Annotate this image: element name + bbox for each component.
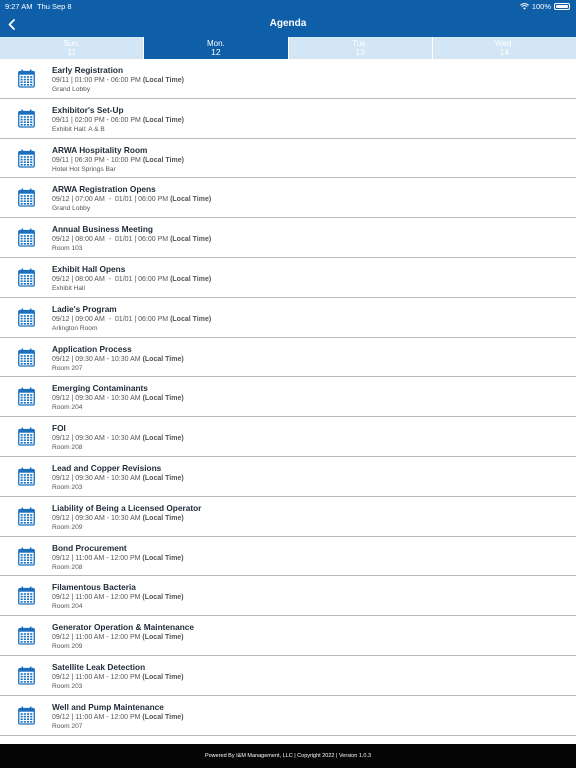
event-location: Exhibit Hall bbox=[52, 284, 85, 292]
event-location: Hotel Hot Springs Bar bbox=[52, 165, 116, 173]
calendar-icon bbox=[18, 268, 35, 287]
calendar-icon bbox=[18, 507, 35, 526]
tab-day[interactable] bbox=[433, 37, 576, 59]
event-title: Exhibitor's Set-Up bbox=[52, 104, 124, 115]
tab-day-label: Sun. bbox=[63, 39, 80, 48]
status-time: 9:27 AM bbox=[5, 2, 33, 11]
event-location: Room 204 bbox=[52, 603, 83, 611]
event-location: Grand Lobby bbox=[52, 86, 91, 93]
event-location: Room 204 bbox=[52, 404, 83, 412]
calendar-icon bbox=[18, 228, 35, 247]
event-time-range: 09/11 | 01:00 PM - 06:00 PM bbox=[52, 77, 141, 84]
event-time-range: 09/12 | 11:00 AM - 12:00 PM bbox=[52, 713, 141, 721]
event-time-suffix: (Local Time) bbox=[170, 196, 212, 204]
event-time-suffix: (Local Time) bbox=[142, 156, 184, 164]
event-time-suffix: (Local Time) bbox=[142, 594, 184, 602]
event-time bbox=[52, 714, 184, 721]
event-time bbox=[52, 316, 211, 323]
event-location: Room 208 bbox=[52, 563, 83, 571]
battery-icon bbox=[554, 3, 570, 10]
agenda-item[interactable] bbox=[0, 616, 576, 656]
event-time-suffix: (Local Time) bbox=[142, 634, 184, 642]
agenda-item[interactable] bbox=[0, 258, 576, 298]
tab-day[interactable] bbox=[144, 37, 287, 59]
event-title: ARWA Registration Opens bbox=[52, 184, 156, 195]
event-time-suffix: (Local Time) bbox=[142, 713, 184, 721]
calendar-icon bbox=[18, 666, 35, 685]
event-time-range: 09/11 | 02:00 PM - 06:00 PM bbox=[52, 116, 141, 124]
agenda-item[interactable] bbox=[0, 298, 576, 338]
event-title: Filamentous Bacteria bbox=[52, 582, 136, 593]
calendar-icon bbox=[18, 467, 35, 486]
battery-percent: 100% bbox=[531, 2, 551, 11]
agenda-item[interactable] bbox=[0, 696, 576, 736]
event-title: Ladie's Program bbox=[52, 303, 117, 314]
agenda-item[interactable] bbox=[0, 178, 576, 218]
event-time bbox=[52, 594, 184, 601]
event-time bbox=[52, 117, 184, 124]
calendar-icon bbox=[18, 706, 35, 725]
calendar-icon bbox=[18, 308, 35, 327]
agenda-item[interactable] bbox=[0, 656, 576, 696]
event-time-suffix: (Local Time) bbox=[142, 395, 184, 403]
event-time-suffix: (Local Time) bbox=[142, 355, 184, 363]
event-time bbox=[52, 395, 184, 402]
tab-day-number: 11 bbox=[67, 47, 77, 57]
event-title: Well and Pump Maintenance bbox=[52, 701, 164, 712]
event-time-range: 09/12 | 08:00 AM - 01/01 | 06:00 PM bbox=[52, 236, 169, 244]
agenda-item[interactable] bbox=[0, 99, 576, 139]
event-time-suffix: (Local Time) bbox=[142, 514, 184, 522]
event-time-suffix: (Local Time) bbox=[170, 236, 212, 244]
event-time bbox=[52, 356, 184, 363]
tab-day-number: 13 bbox=[355, 47, 365, 57]
event-time-suffix: (Local Time) bbox=[142, 474, 184, 482]
agenda-item[interactable] bbox=[0, 139, 576, 179]
tab-day-number: 14 bbox=[499, 47, 510, 57]
footer: Powered By I&M Management, LLC | Copyright 2022 | Version 1.0.3 bbox=[0, 744, 576, 768]
tab-day[interactable] bbox=[289, 37, 432, 59]
event-location: Arlington Room bbox=[52, 324, 98, 332]
event-time bbox=[52, 157, 184, 164]
agenda-item[interactable] bbox=[0, 377, 576, 417]
event-location: Room 203 bbox=[52, 483, 83, 491]
agenda-item[interactable] bbox=[0, 457, 576, 497]
calendar-icon bbox=[18, 348, 35, 367]
event-time bbox=[52, 634, 184, 641]
event-time bbox=[52, 674, 184, 681]
calendar-icon bbox=[18, 626, 35, 645]
agenda-item[interactable] bbox=[0, 576, 576, 616]
event-time-range: 09/12 | 09:30 AM - 10:30 AM bbox=[52, 435, 141, 443]
event-title: Generator Operation & Maintenance bbox=[52, 622, 194, 633]
event-time-suffix: (Local Time) bbox=[142, 673, 184, 681]
event-time-range: 09/12 | 09:30 AM - 10:30 AM bbox=[52, 514, 141, 522]
event-time-range: 09/12 | 11:00 AM - 12:00 PM bbox=[52, 673, 141, 681]
event-title: Satellite Leak Detection bbox=[52, 661, 146, 672]
calendar-icon bbox=[18, 69, 35, 88]
event-time-range: 09/12 | 11:00 AM - 12:00 PM bbox=[52, 594, 141, 602]
event-title: FOI bbox=[52, 423, 66, 434]
event-title: Bond Procurement bbox=[52, 542, 127, 553]
event-time bbox=[52, 276, 211, 283]
calendar-icon bbox=[18, 387, 35, 406]
agenda-item[interactable] bbox=[0, 338, 576, 378]
event-time-range: 09/12 | 09:00 AM - 01/01 | 06:00 PM bbox=[52, 315, 169, 323]
event-time-range: 09/11 | 06:30 PM - 10:00 PM bbox=[52, 156, 141, 164]
event-time-range: 09/12 | 09:30 AM - 10:30 AM bbox=[52, 395, 141, 403]
tab-day[interactable] bbox=[0, 37, 143, 59]
event-time-range: 09/12 | 11:00 AM - 12:00 PM bbox=[52, 634, 141, 642]
event-location: Room 209 bbox=[52, 523, 83, 531]
calendar-icon bbox=[18, 547, 35, 566]
event-time-suffix: (Local Time) bbox=[170, 275, 212, 283]
day-tabs bbox=[0, 37, 576, 59]
event-title: Lead and Copper Revisions bbox=[52, 462, 162, 473]
tab-day-label: Mon. bbox=[206, 39, 225, 48]
status-indicators bbox=[520, 2, 570, 11]
agenda-item[interactable] bbox=[0, 59, 576, 99]
event-location: Room 203 bbox=[52, 682, 83, 690]
tab-day-number: 12 bbox=[211, 47, 221, 57]
agenda-item[interactable] bbox=[0, 218, 576, 258]
agenda-item[interactable] bbox=[0, 497, 576, 537]
tab-day-label: Wed. bbox=[495, 39, 514, 48]
event-time-suffix: (Local Time) bbox=[142, 554, 184, 562]
event-title: ARWA Hospitality Room bbox=[52, 144, 148, 155]
event-time-suffix: (Local Time) bbox=[142, 435, 184, 443]
event-title: Exhibit Hall Opens bbox=[52, 263, 126, 274]
event-time bbox=[52, 435, 184, 442]
calendar-icon bbox=[18, 149, 35, 168]
event-time-suffix: (Local Time) bbox=[142, 77, 184, 84]
event-time-suffix: (Local Time) bbox=[170, 315, 212, 323]
agenda-item[interactable] bbox=[0, 417, 576, 457]
event-location: Exhibit Hall: A & B bbox=[52, 125, 105, 133]
agenda-item[interactable] bbox=[0, 537, 576, 577]
event-title: Application Process bbox=[52, 343, 132, 354]
calendar-icon bbox=[18, 188, 35, 207]
event-title: Liability of Being a Licensed Operator bbox=[52, 502, 202, 513]
event-location: Grand Lobby bbox=[52, 205, 91, 213]
event-location: Room 207 bbox=[52, 722, 83, 730]
event-time-suffix: (Local Time) bbox=[142, 116, 184, 124]
wifi-icon bbox=[520, 3, 529, 10]
calendar-icon bbox=[18, 109, 35, 128]
event-location: Room 207 bbox=[52, 364, 83, 372]
event-time bbox=[52, 475, 184, 482]
event-time bbox=[52, 196, 211, 203]
event-location: Room 208 bbox=[52, 444, 83, 452]
event-time-range: 09/12 | 07:00 AM - 01/01 | 06:00 PM bbox=[52, 196, 169, 204]
event-location: Room 103 bbox=[52, 245, 83, 253]
event-time-range: 09/12 | 08:00 AM - 01/01 | 06:00 PM bbox=[52, 275, 169, 283]
event-title: Emerging Contaminants bbox=[52, 383, 148, 394]
event-time bbox=[52, 77, 184, 84]
calendar-icon bbox=[18, 586, 35, 605]
event-time-range: 09/12 | 09:30 AM - 10:30 AM bbox=[52, 355, 141, 363]
page-title: Agenda bbox=[269, 18, 307, 29]
event-time bbox=[52, 515, 184, 522]
event-title: Annual Business Meeting bbox=[52, 224, 153, 235]
calendar-icon bbox=[18, 427, 35, 446]
event-time bbox=[52, 236, 211, 243]
event-title: Early Registration bbox=[52, 65, 124, 75]
event-time-range: 09/12 | 11:00 AM - 12:00 PM bbox=[52, 554, 141, 562]
top-bar bbox=[0, 0, 576, 37]
status-date: Thu Sep 8 bbox=[37, 2, 72, 11]
event-time-range: 09/12 | 09:30 AM - 10:30 AM bbox=[52, 474, 141, 482]
event-time bbox=[52, 555, 184, 562]
tab-day-label: Tue. bbox=[352, 39, 368, 48]
event-location: Room 209 bbox=[52, 643, 83, 651]
agenda-list bbox=[0, 59, 576, 744]
